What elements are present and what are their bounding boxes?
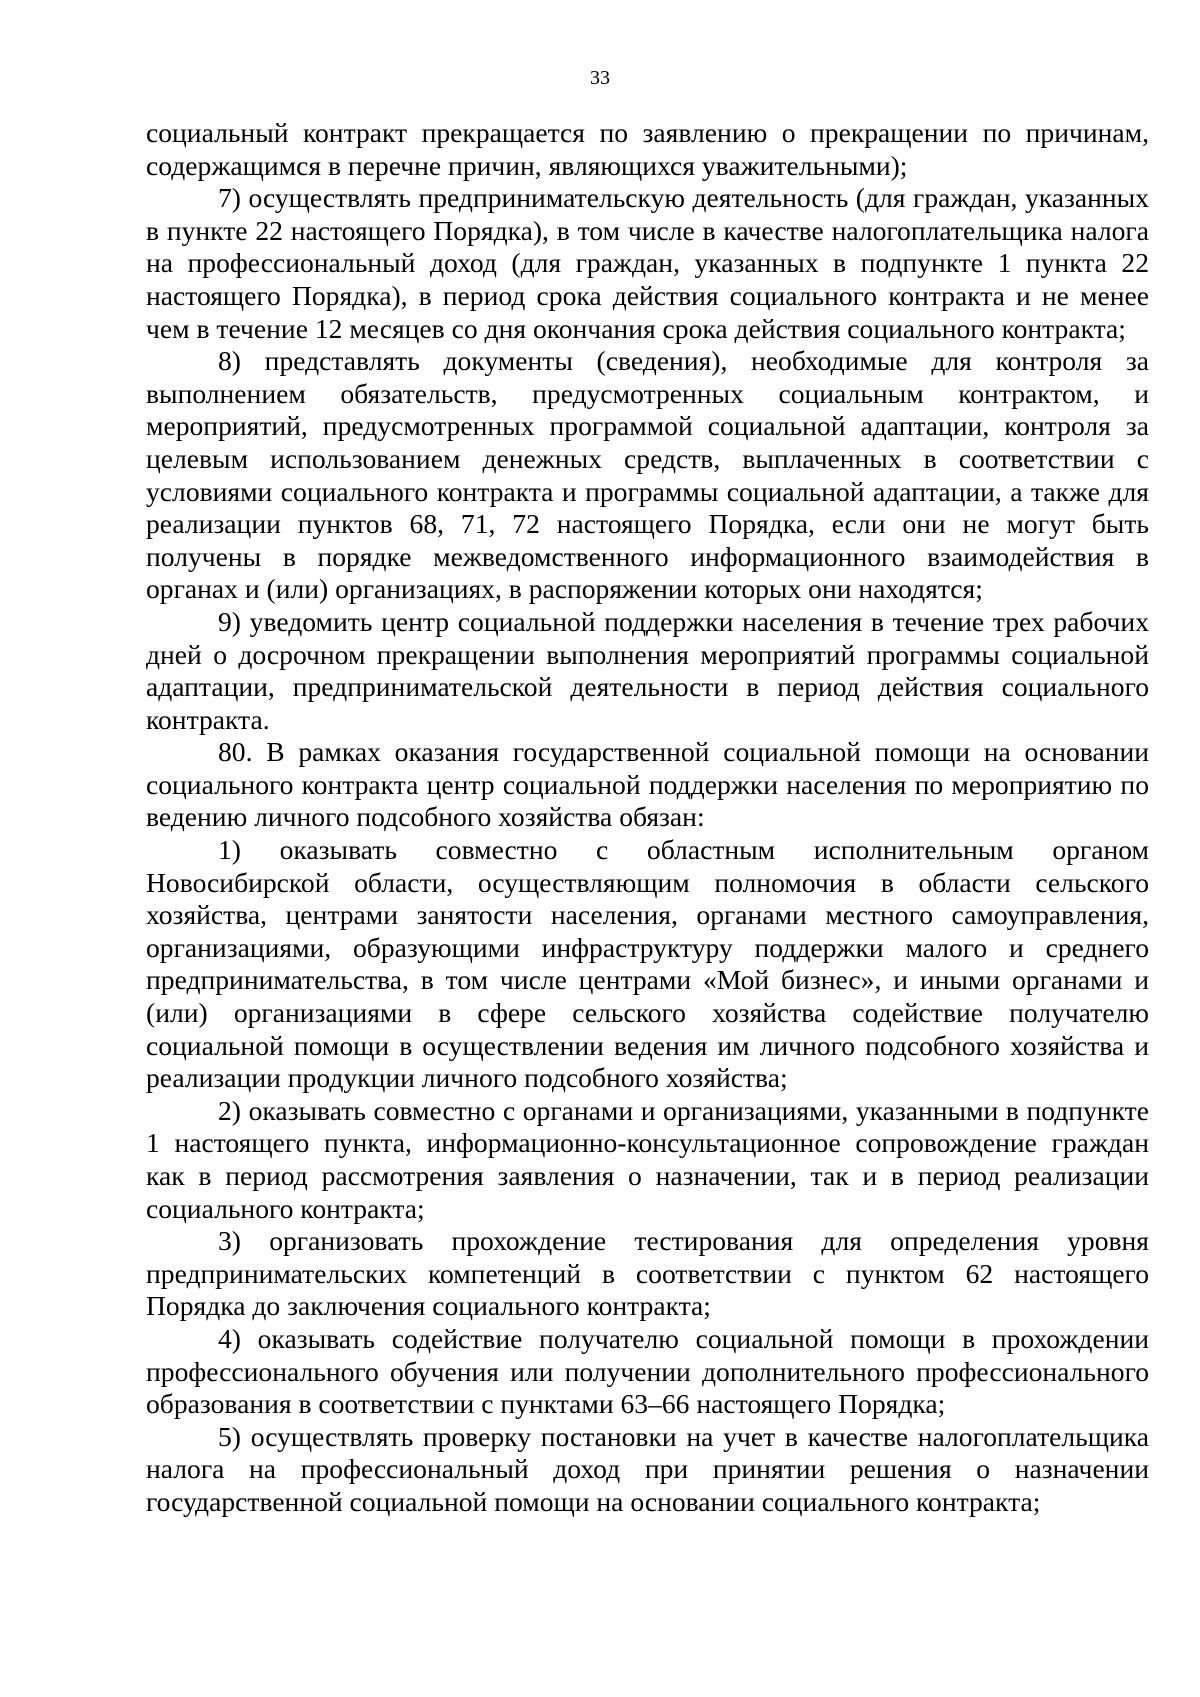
paragraph-80-item-4: 4) оказывать содействие получателю социальной помощи в прохождении профессионального обучения или получении дополнительного профессионального образования в соответствии с пунктами 63–66 настоящего Порядка; bbox=[146, 1322, 1149, 1420]
paragraph-item-8: 8) представлять документы (сведения), необходимые для контроля за выполнением обязательств, предусмотренных социальным контрактом, и мероприятий, предусмотренных программой социальной адаптации, контроля за целевым использованием денежных средств, выплаченных в соответствии с условиями социального контракта и программы социальной адаптации, а также для реализации пунктов 68, 71, 72 настоящего Порядка, если они не могут быть получены в порядке межведомственного информационного взаимодействия в органах и (или) организациях, в распоряжении которых они находятся; bbox=[146, 345, 1149, 605]
paragraph-continuation: социальный контракт прекращается по заявлению о прекращении по причинам, содержащимся в перечне причин, являющихся уважительными); bbox=[146, 117, 1149, 181]
paragraph-80-item-2: 2) оказывать совместно с органами и организациями, указанными в подпункте 1 настоящего пункта, информационно-консультационное сопровождение граждан как в период рассмотрения заявления о назначении, так и в период реализации социального контракта; bbox=[146, 1094, 1149, 1224]
paragraph-item-9: 9) уведомить центр социальной поддержки населения в течение трех рабочих дней о досрочном прекращении выполнения мероприятий программы социальной адаптации, предпринимательской деятельности в период действия социального контракта. bbox=[146, 605, 1149, 735]
paragraph-clause-80: 80. В рамках оказания государственной социальной помощи на основании социального контракта центр социальной поддержки населения по мероприятию по ведению личного подсобного хозяйства обязан: bbox=[146, 736, 1149, 833]
page-number: 33 bbox=[590, 67, 610, 89]
paragraph-80-item-5: 5) осуществлять проверку постановки на учет в качестве налогоплательщика налога на профессиональный доход при принятии решения о назначении государственной социальной помощи на основании социального контракта; bbox=[146, 1420, 1149, 1517]
paragraph-80-item-3: 3) организовать прохождение тестирования для определения уровня предпринимательских компетенций в соответствии с пунктом 62 настоящего Порядка до заключения социального контракта; bbox=[146, 1225, 1149, 1322]
paragraph-item-7: 7) осуществлять предпринимательскую деятельность (для граждан, указанных в пункте 22 настоящего Порядка), в том числе в качестве налогоплательщика налога на профессиональный доход (для граждан, указанных в подпункте 1 пункта 22 настоящего Порядка), в период срока действия социального контракта и не менее чем в течение 12 месяцев со дня окончания срока действия социального контракта; bbox=[146, 182, 1149, 344]
document-body bbox=[146, 117, 1149, 1519]
paragraph-80-item-1: 1) оказывать совместно с областным исполнительным органом Новосибирской области, осуществляющим полномочия в области сельского хозяйства, центрами занятости населения, органами местного самоуправления, организациями, образующими инфраструктуру поддержки малого и среднего предпринимательства, в том числе центрами «Мой бизнес», и иными органами и (или) организациями в сфере сельского хозяйства содействие получателю социальной помощи в осуществлении ведения им личного подсобного хозяйства и реализации продукции личного подсобного хозяйства; bbox=[146, 834, 1149, 1094]
